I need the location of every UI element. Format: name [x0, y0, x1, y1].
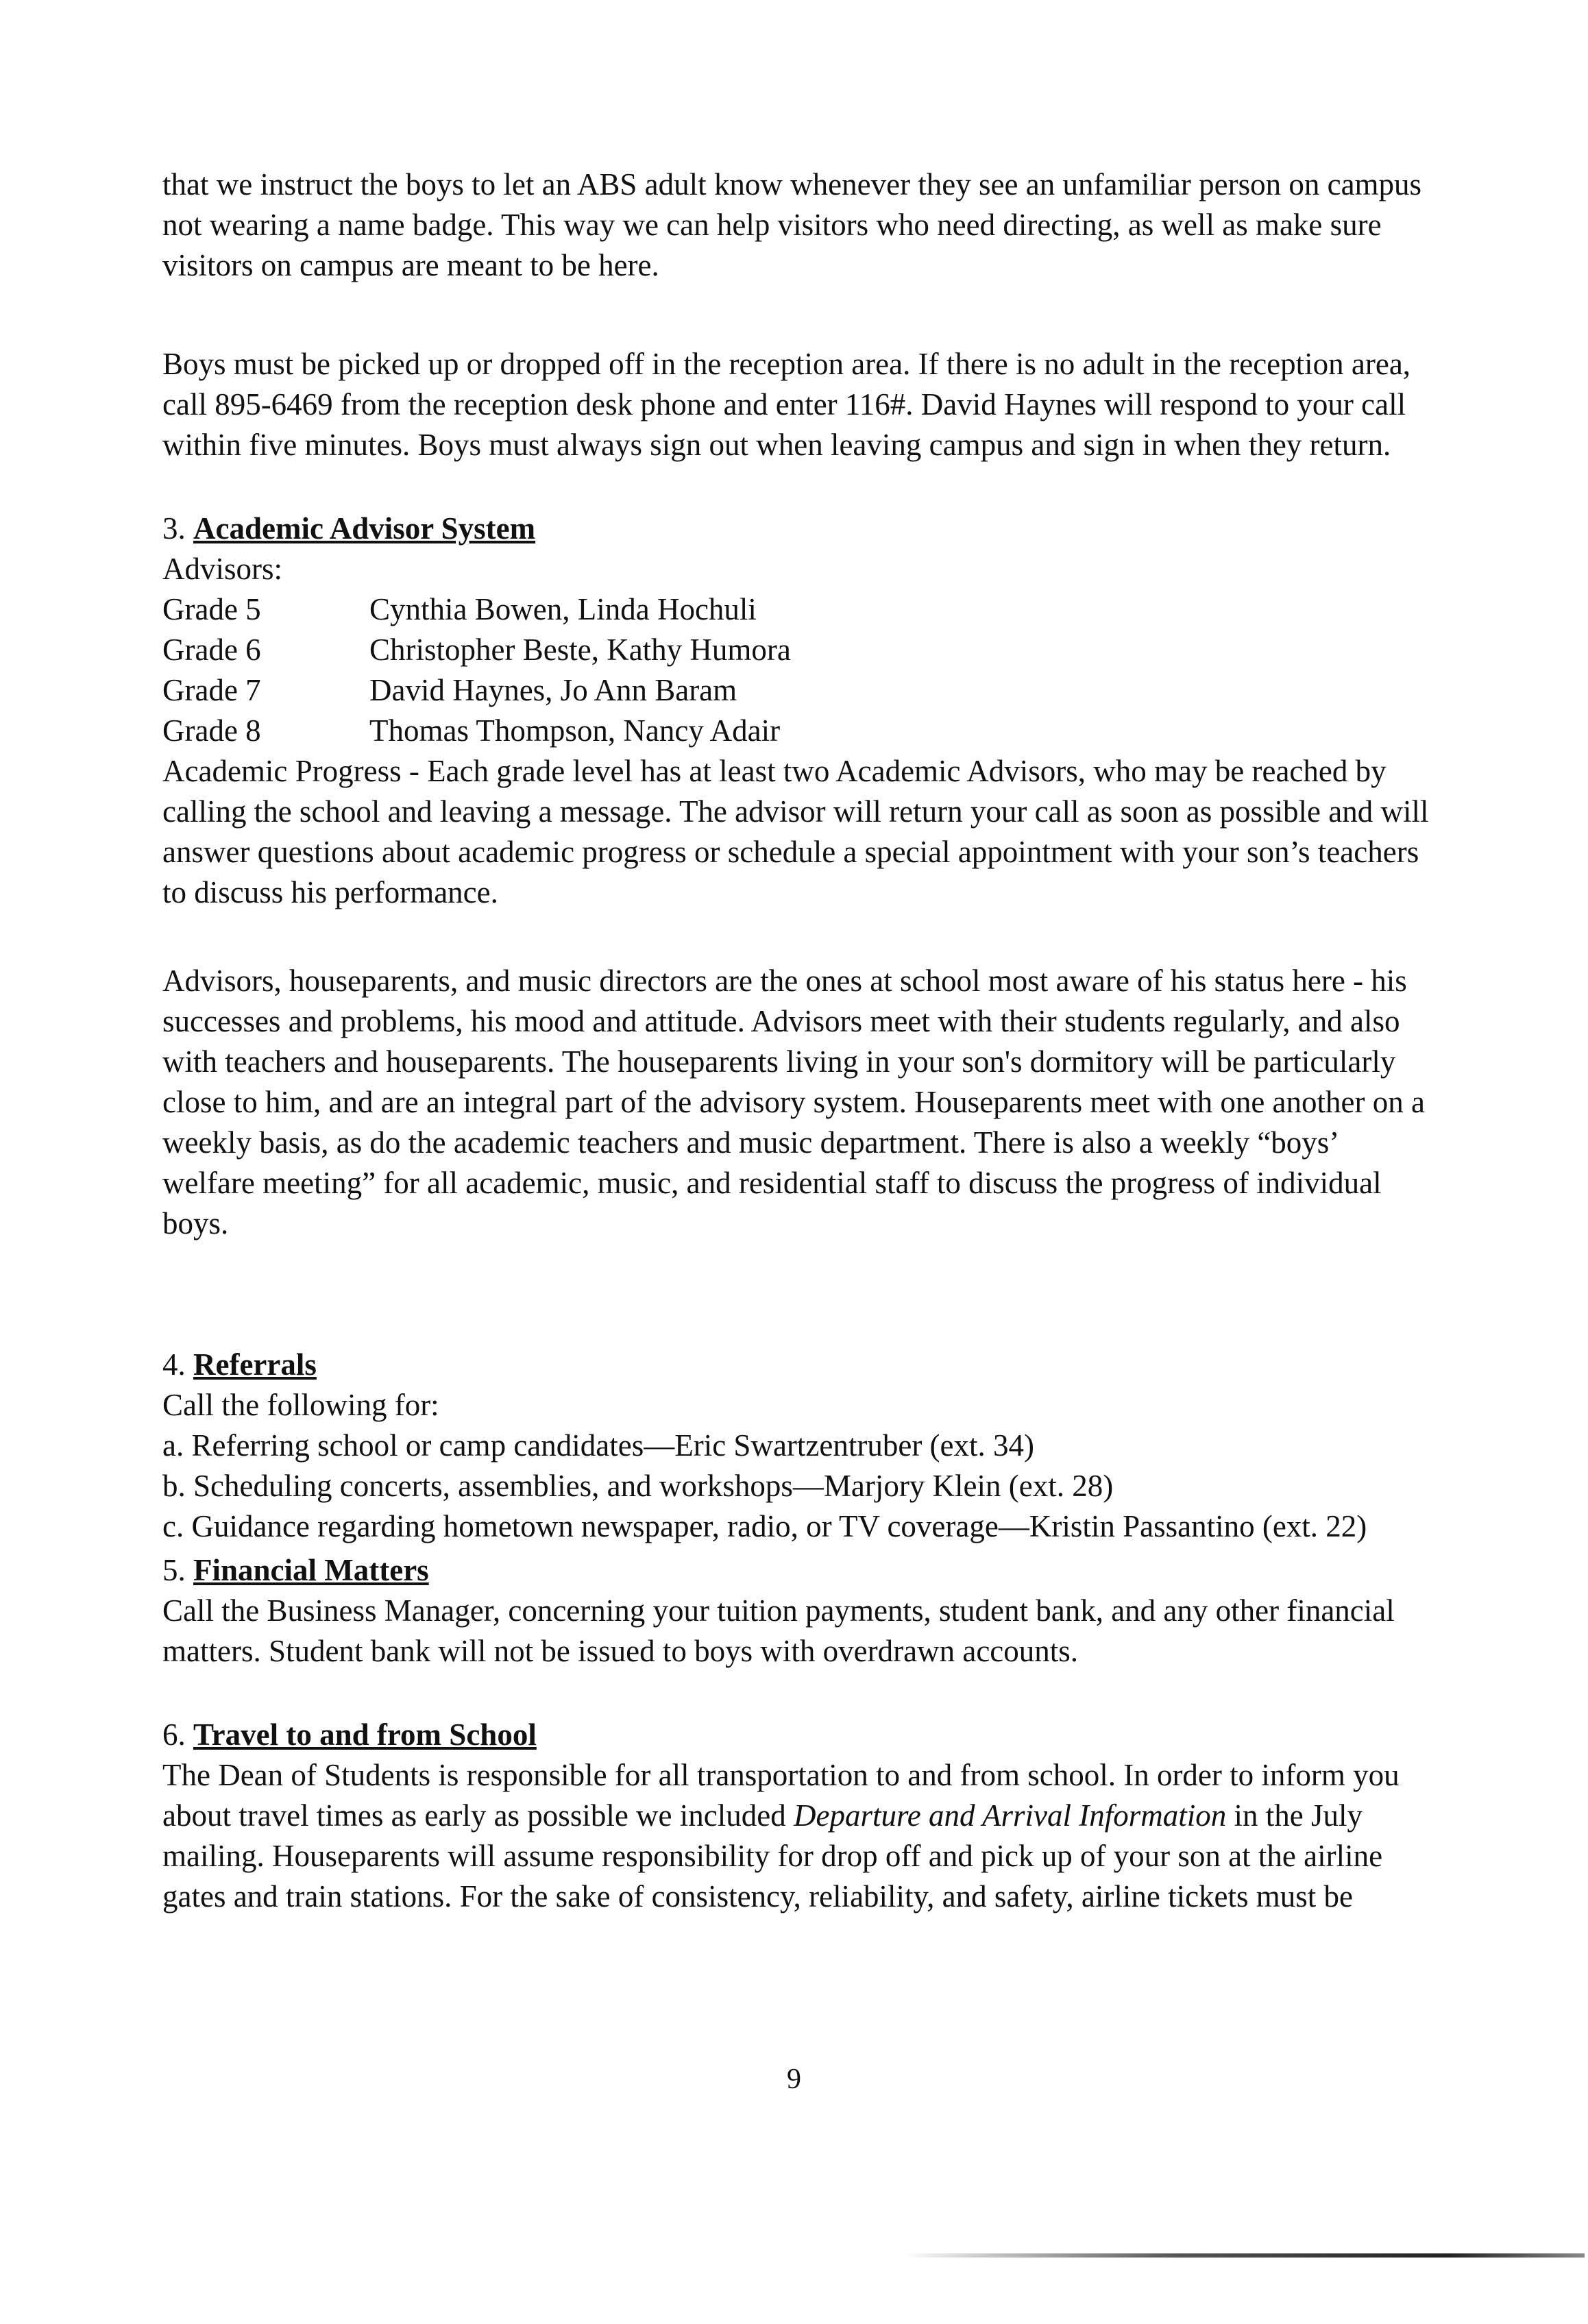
advisor-names: Thomas Thompson, Nancy Adair: [369, 713, 781, 748]
page-number: 9: [787, 2064, 801, 2095]
advisor-names: Christopher Beste, Kathy Humora: [369, 633, 791, 667]
text-line: to discuss his performance.: [162, 875, 498, 909]
section-financial-matters: [162, 1550, 1395, 1672]
section-title: Financial Matters: [193, 1553, 429, 1587]
text-line: mailing. Houseparents will assume responsibility for drop off and pick up of your son at the airline: [162, 1839, 1383, 1873]
advisor-row: [162, 670, 1428, 711]
grade-label: Grade 7: [162, 673, 261, 707]
text-line: welfare meeting” for all academic, music, and residential staff to discuss the progress of individual: [162, 1166, 1382, 1200]
text-line: The Dean of Students is responsible for all transportation to and from school. In order to inform you: [162, 1758, 1400, 1792]
section-title: Referrals: [193, 1347, 317, 1382]
advisor-names: David Haynes, Jo Ann Baram: [369, 673, 737, 707]
section-number: 5.: [162, 1553, 186, 1587]
list-item: a. Referring school or camp candidates—Eric Swartzentruber (ext. 34): [162, 1428, 1034, 1463]
grade-label: Grade 6: [162, 633, 261, 667]
text-line: successes and problems, his mood and attitude. Advisors meet with their students regularly, and also: [162, 1004, 1400, 1038]
section-number: 6.: [162, 1717, 186, 1752]
scan-edge-rule: [905, 2253, 1585, 2258]
section-referrals: [162, 1345, 1367, 1547]
text-line: matters. Student bank will not be issued to boys with overdrawn accounts.: [162, 1634, 1079, 1668]
grade-label: Grade 8: [162, 713, 261, 748]
advisor-row: [162, 589, 1428, 630]
text-line: answer questions about academic progress or schedule a special appointment with your son’s teachers: [162, 835, 1419, 869]
text-line: visitors on campus are meant to be here.: [162, 248, 659, 282]
intro-paragraph: [162, 164, 1421, 286]
advisors-label: Advisors:: [162, 552, 283, 586]
pickup-paragraph: [162, 344, 1410, 465]
section-heading: [162, 1715, 1400, 1755]
advisor-names: Cynthia Bowen, Linda Hochuli: [369, 592, 757, 626]
grade-label: Grade 5: [162, 592, 261, 626]
text-line: with teachers and houseparents. The houseparents living in your son's dormitory will be particularly: [162, 1044, 1396, 1079]
text-line: call 895-6469 from the reception desk phone and enter 116#. David Haynes will respond to your call: [162, 387, 1406, 421]
advisor-row: [162, 630, 1428, 670]
list-item: b. Scheduling concerts, assemblies, and workshops—Marjory Klein (ext. 28): [162, 1469, 1114, 1503]
advisor-row: [162, 711, 1428, 751]
text-line: gates and train stations. For the sake of consistency, reliability, and safety, airline tickets must be: [162, 1879, 1354, 1913]
text-line: close to him, and are an integral part of the advisory system. Houseparents meet with one another on a: [162, 1085, 1425, 1119]
text-line: Call the Business Manager, concerning your tuition payments, student bank, and any other financial: [162, 1593, 1395, 1628]
section-title: Academic Advisor System: [193, 511, 536, 546]
text-line: within five minutes. Boys must always sign out when leaving campus and sign in when they return.: [162, 428, 1391, 462]
section-number: 3.: [162, 511, 186, 546]
section-title: Travel to and from School: [193, 1717, 537, 1752]
section-number: 4.: [162, 1347, 186, 1382]
text-run: in the July: [1226, 1798, 1363, 1833]
text-line: calling the school and leaving a message. The advisor will return your call as soon as possible and will: [162, 794, 1429, 829]
section-heading: [162, 1345, 1367, 1385]
text-line: Boys must be picked up or dropped off in the reception area. If there is no adult in the reception area,: [162, 347, 1411, 381]
houseparents-paragraph: [162, 961, 1425, 1244]
text-line: not wearing a name badge. This way we can help visitors who need directing, as well as make sure: [162, 208, 1382, 242]
text-line: Academic Progress - Each grade level has at least two Academic Advisors, who may be reached by: [162, 754, 1387, 788]
section-heading: [162, 1550, 1395, 1591]
section-travel: [162, 1715, 1400, 1917]
section-academic-advisor: [162, 509, 1428, 913]
text-run: about travel times as early as possible we included: [162, 1798, 794, 1833]
text-line: Advisors, houseparents, and music directors are the ones at school most aware of his status here - his: [162, 964, 1407, 998]
list-item: c. Guidance regarding hometown newspaper, radio, or TV coverage—Kristin Passantino (ext. 22): [162, 1509, 1367, 1543]
document-title-italic: Departure and Arrival Information: [793, 1798, 1227, 1833]
section-heading: [162, 509, 1428, 549]
text-line: that we instruct the boys to let an ABS adult know whenever they see an unfamiliar person on campus: [162, 167, 1422, 201]
text-line: boys.: [162, 1206, 229, 1240]
text-line: weekly basis, as do the academic teachers and music department. There is also a weekly “boys’: [162, 1125, 1340, 1160]
text-line: Call the following for:: [162, 1388, 439, 1422]
text-line: [162, 1796, 1400, 1836]
